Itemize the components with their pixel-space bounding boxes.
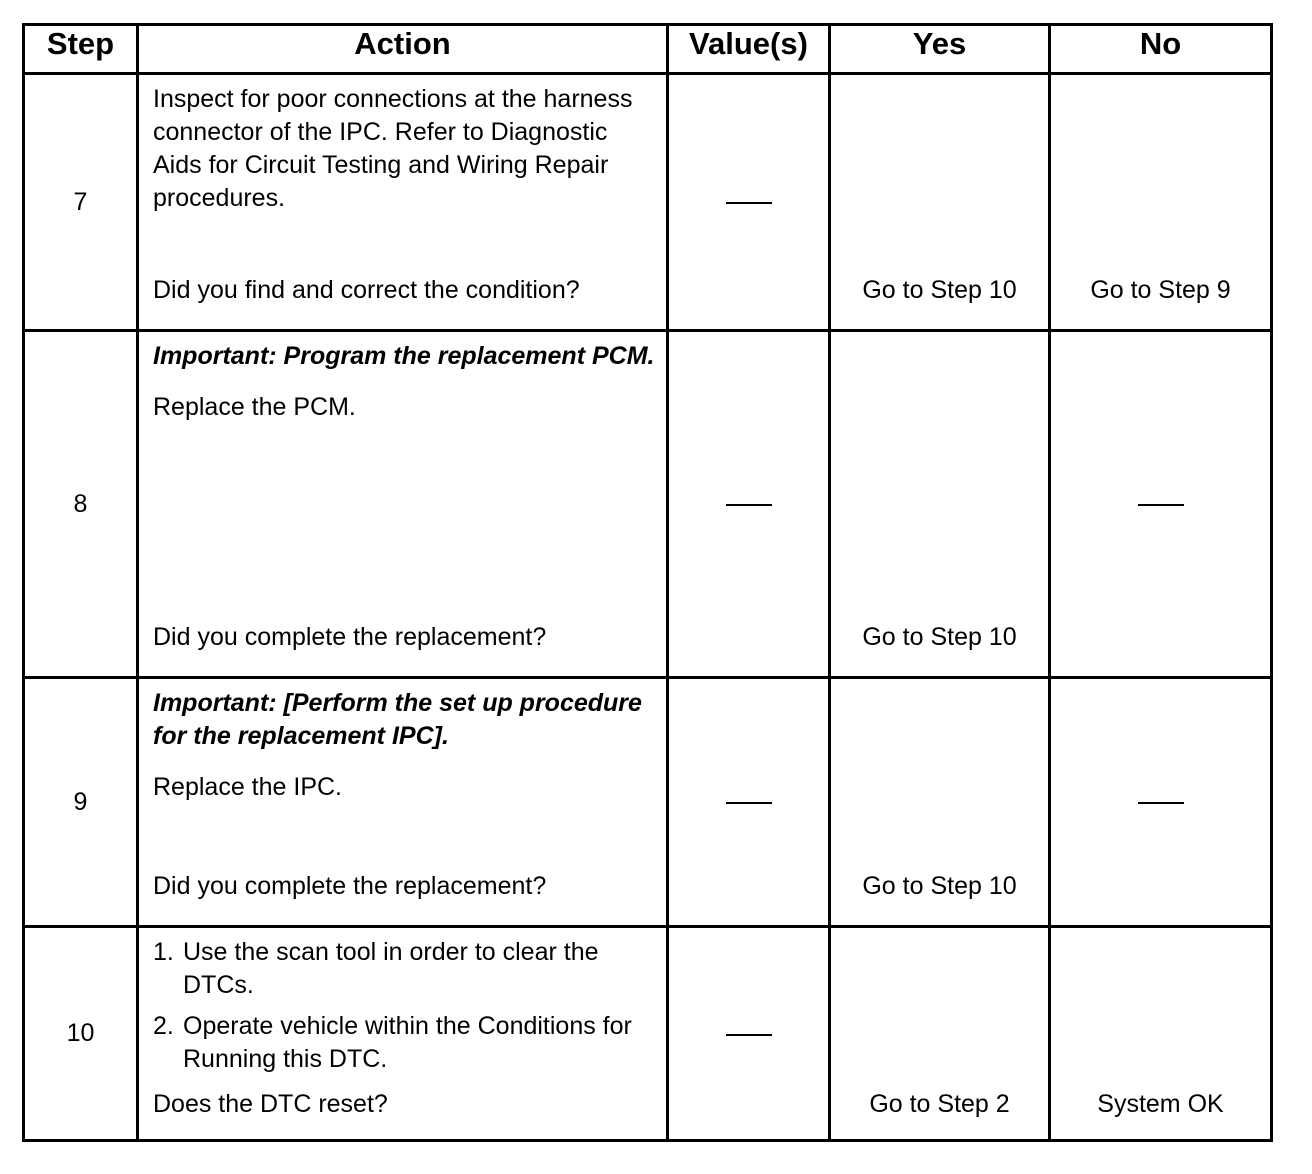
- empty-no-dash: [1138, 802, 1184, 804]
- empty-no-dash: [1138, 504, 1184, 506]
- step-number: 10: [24, 927, 138, 1141]
- list-number: 2.: [153, 1012, 174, 1040]
- yes-cell: [830, 331, 1050, 678]
- procedure-list: [153, 936, 656, 1076]
- action-question: Did you find and correct the condition?: [153, 276, 580, 304]
- step-number: 9: [24, 678, 138, 927]
- header-action: Action: [138, 25, 668, 74]
- action-text: Replace the PCM.: [153, 393, 356, 421]
- list-text: Operate vehicle within the Conditions for Running this DTC.: [183, 1012, 632, 1073]
- table-row: [24, 678, 1272, 927]
- no-cell: [1050, 927, 1272, 1141]
- action-cell: [138, 74, 668, 331]
- action-text: Replace the IPC.: [153, 773, 342, 801]
- empty-value-dash: [726, 202, 772, 204]
- table-row: [24, 74, 1272, 331]
- table-row: [24, 331, 1272, 678]
- action-question: Did you complete the replacement?: [153, 872, 547, 900]
- yes-result: Go to Step 10: [862, 872, 1017, 900]
- empty-value-dash: [726, 504, 772, 506]
- yes-cell: [830, 678, 1050, 927]
- list-item: [153, 1010, 656, 1076]
- action-question: Did you complete the replacement?: [153, 623, 547, 651]
- important-note: Important: Program the replacement PCM.: [153, 342, 655, 370]
- action-question: Does the DTC reset?: [153, 1090, 388, 1118]
- value-cell: [668, 74, 830, 331]
- empty-value-dash: [726, 1034, 772, 1036]
- table-row: [24, 927, 1272, 1141]
- step-number: 8: [24, 331, 138, 678]
- header-row: [24, 25, 1272, 74]
- yes-cell: [830, 74, 1050, 331]
- value-cell: [668, 678, 830, 927]
- empty-value-dash: [726, 802, 772, 804]
- diagnostic-table: [22, 23, 1273, 1142]
- no-cell: [1050, 74, 1272, 331]
- value-cell: [668, 927, 830, 1141]
- action-cell: [138, 927, 668, 1141]
- important-note: Important: [Perform the set up procedure for the replacement IPC].: [153, 689, 642, 750]
- header-step: Step: [24, 25, 138, 74]
- yes-cell: [830, 927, 1050, 1141]
- header-values: Value(s): [668, 25, 830, 74]
- value-cell: [668, 331, 830, 678]
- action-text: Inspect for poor connections at the harness connector of the IPC. Refer to Diagnostic Aids for Circuit Testing and Wiring Repair procedures.: [153, 85, 633, 212]
- no-cell: [1050, 678, 1272, 927]
- no-cell: [1050, 331, 1272, 678]
- list-number: 1.: [153, 938, 174, 966]
- step-number: 7: [24, 74, 138, 331]
- header-yes: Yes: [830, 25, 1050, 74]
- list-item: [153, 936, 656, 1002]
- no-result: Go to Step 9: [1090, 276, 1231, 304]
- list-text: Use the scan tool in order to clear the DTCs.: [183, 938, 599, 999]
- action-cell: [138, 678, 668, 927]
- yes-result: Go to Step 2: [869, 1090, 1010, 1118]
- yes-result: Go to Step 10: [862, 623, 1017, 651]
- yes-result: Go to Step 10: [862, 276, 1017, 304]
- no-result: System OK: [1097, 1090, 1224, 1118]
- header-no: No: [1050, 25, 1272, 74]
- action-cell: [138, 331, 668, 678]
